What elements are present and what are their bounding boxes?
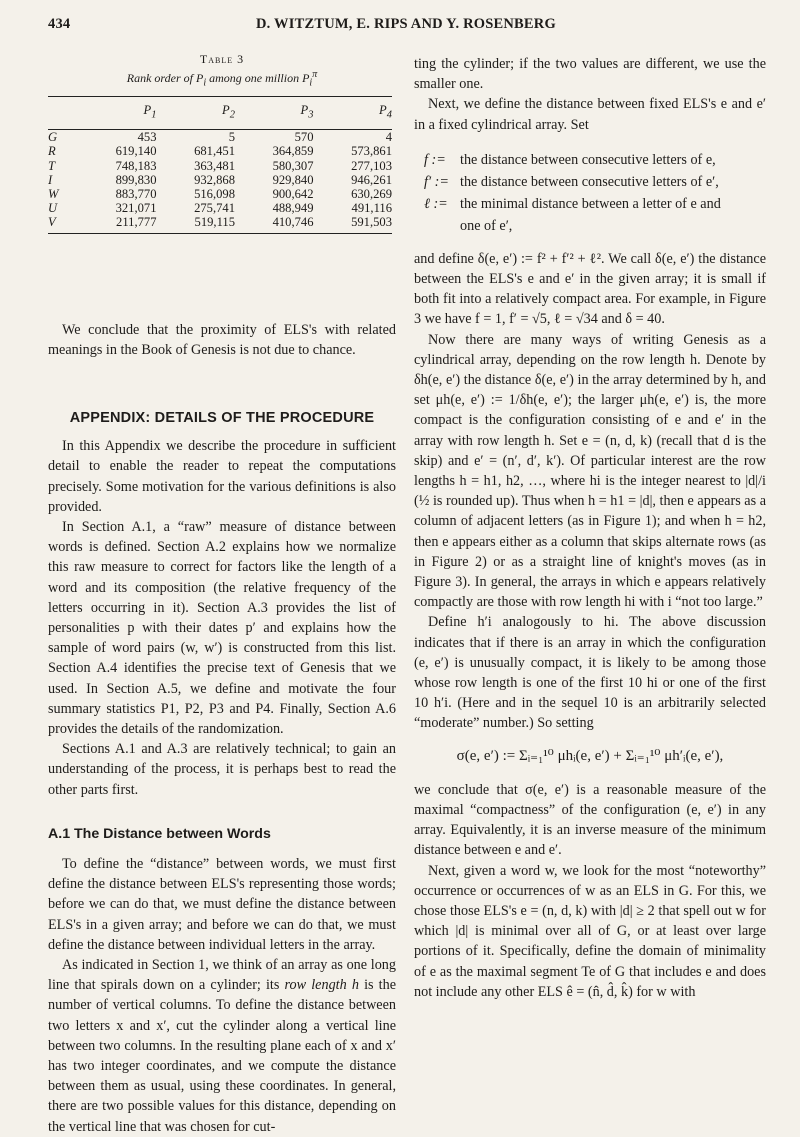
running-header: [48, 16, 760, 38]
sigma-formula: σ(e, e′) := Σᵢ₌₁¹⁰ μhᵢ(e, e′) + Σᵢ₌₁¹⁰ μh′ᵢ(e, e′),: [456, 747, 724, 764]
table-cell: 5: [228, 130, 235, 145]
right-paragraph-4: Now there are many ways of writing Genesis as a cylindrical array, depending on the row length h. Denote by δh(e, e′) the distance δ(e, e′) in the array determined by h, and set μh(e, e′) := 1/δh(e, e′); the larger μh(e, e′) is, the more compact is the configuration consisting of e and e′ in the array with row length h. Set e = (n, d, k) (recall that d is the skip) and e′ = (n′, d′, k′). Of particular interest are the row lengths h = h1, h2, …, where hi is the integer nearest to |d|/i (½ is rounded up). Thus when h = h1 = |d|, then e appears as a column of adjacent letters (as in Figure 1); and when h = h2, then e appears either as a column that skips alternate rows (as in Figure 2) or as a straight line of knight's moves (as in Figure 3). In general, the arrays in which e appears relatively compactly are those with row length hi with i “not too large.”: [414, 331, 766, 611]
table-cell: 211,777: [78, 215, 157, 233]
table-title: Rank order of $P_i$ among one million $P_i^\pi$: [126, 69, 318, 89]
right-column: [414, 54, 766, 1002]
table-row: [48, 201, 392, 215]
table-cell: 619,140: [115, 144, 157, 159]
row-label: G: [48, 130, 58, 145]
table-cell: 929,840: [272, 172, 314, 187]
table-row: [48, 144, 392, 158]
table-cell: 4: [385, 130, 392, 145]
table-cell: 630,269: [351, 186, 392, 201]
rank-table: [48, 96, 392, 233]
table-cell: 591,503: [314, 215, 393, 233]
table-cell: 364,859: [272, 144, 314, 159]
right-paragraph-3: and define δ(e, e′) := f² + f′² + ℓ². We call δ(e, e′) the distance between the ELS's e and e′ in the given array; it is small if both fit into a relatively compact area. For example, in Figure 3 we have f = 1, f′ = √5, ℓ = √34 and δ = 40.: [414, 250, 766, 328]
conclusion-paragraph: We conclude that the proximity of ELS's with related meanings in the Book of Genesis is not due to chance.: [48, 321, 396, 358]
table-cell: 932,868: [194, 172, 235, 187]
table-cell: 488,949: [272, 201, 314, 216]
table-cell: 275,741: [194, 201, 235, 216]
definition-symbol: f :=: [424, 151, 446, 168]
appendix-paragraph-2: In Section A.1, a “raw” measure of distance between words is defined. Section A.2 explains how we normalize this raw measure to correct for factors like the length of a word and its composition (the relative frequency of the letters occurring in it). Section A.3 provides the list of personalities p with their dates p′ and explains how the sample of word pairs (w, w′) is constructed from this list. Section A.4 identifies the precise text of Genesis that we used. In Section A.5, we define and motivate the four summary statistics P1, P2, P3 and P4. Finally, Section A.6 provides the details of the randomization.: [48, 518, 396, 737]
table-row: [48, 215, 392, 233]
table-label: Table 3: [199, 52, 245, 66]
right-paragraph-1: ting the cylinder; if the two values are different, we use the smaller one.: [414, 56, 766, 93]
table-cell: 570: [294, 130, 314, 145]
table-header-cell: $P_4$: [314, 97, 393, 130]
appendix-paragraph-1: In this Appendix we describe the procedure in sufficient detail to enable the reader to repeat the computations precisely. Some motivation for the various definitions is also provided.: [48, 438, 396, 515]
definition-text: the distance between consecutive letters of e,: [460, 151, 716, 168]
table-header-cell: $P_2$: [157, 97, 236, 130]
row-label: U: [48, 201, 58, 216]
table-cell: 883,770: [115, 186, 157, 201]
definition-continuation: one of e′,: [460, 217, 513, 234]
right-paragraph-7: Next, given a word w, we look for the most “noteworthy” occurrence or occurrences of w as an ELS in G. For this, we chose those ELS's e = (n, d, k) with |d| ≥ 2 that spell out w for which |d| is minimal over all of G, or at least over large portions of it. Specifically, define the domain of minimality of e as the maximal segment Te of G that includes e and does not include any other ELS ê = (n̂, d̂, k̂) for w with: [414, 862, 766, 1000]
definition-list: [424, 149, 766, 237]
definition-item: [424, 171, 766, 193]
appendix-paragraph-3: Sections A.1 and A.3 are relatively technical; to gain an understanding of the process, it is perhaps best to read the other parts first.: [48, 741, 396, 798]
table-cell: 321,071: [115, 201, 157, 216]
table-row: [48, 187, 392, 201]
row-label: W: [48, 186, 59, 201]
row-label: T: [48, 158, 56, 173]
definition-text: the distance between consecutive letters of e′,: [460, 173, 719, 190]
table-row: [48, 130, 392, 145]
row-label: V: [48, 215, 78, 233]
a1-paragraph-1: To define the “distance” between words, we must first define the distance between ELS's representing those words; before we can do that, we must define the distance between ELS's in a given array; and before we can do that, we must define the distance between individual letters in the array.: [48, 856, 396, 953]
definition-symbol: ℓ :=: [424, 195, 448, 212]
table-cell: 580,307: [272, 158, 314, 173]
definition-item: [424, 149, 766, 171]
table-header-cell: $P_1$: [78, 97, 157, 130]
table-cell: 519,115: [157, 215, 236, 233]
left-column: [48, 52, 396, 1137]
table-cell: 516,098: [194, 186, 235, 201]
table-cell: 748,183: [115, 158, 157, 173]
table-header-cell: $P_3$: [235, 97, 314, 130]
right-paragraph-2: Next, we define the distance between fixed ELS's e and e′ in a fixed cylindrical array. Set: [414, 96, 766, 133]
table-cell: 900,642: [272, 186, 314, 201]
table-cell: 363,481: [194, 158, 235, 173]
table-cell: 946,261: [351, 172, 392, 187]
section-a1-heading: A.1 The Distance between Words: [48, 825, 271, 842]
table-cell: 899,830: [115, 172, 157, 187]
right-paragraph-5: Define h′i analogously to hi. The above discussion indicates that if there is an array in which the configuration (e, e′) is unusually compact, it is likely to be among those whose row length is one of the first 10 hi or one of the first 10 h′i. (Here and in the sequel 10 is an arbitrarily selected “moderate” number.) So setting: [414, 614, 766, 732]
a1-paragraph-2: As indicated in Section 1, we think of an array as one long line that spirals down on a cylinder; its row length h is the number of vertical columns. To define the distance between two letters x and x′, cut the cylinder along a vertical line between two columns. In the resulting plane each of x and x′ has two integer coordinates, and we compute the distance between them as usual, using these coordinates. In general, there are two possible values for this distance, depending on the vertical line that was chosen for cut-: [48, 957, 397, 1135]
definition-item: [424, 193, 766, 215]
definition-symbol: f′ :=: [424, 173, 449, 190]
table-cell: 573,861: [351, 144, 392, 159]
table-row: [48, 159, 392, 173]
table-row: [48, 173, 392, 187]
table-cell: 491,116: [351, 201, 392, 216]
table-caption: [48, 52, 396, 90]
table-cell: 681,451: [194, 144, 235, 159]
page-number: 434: [48, 16, 71, 32]
table-cell: 410,746: [235, 215, 314, 233]
appendix-heading: APPENDIX: DETAILS OF THE PROCEDURE: [69, 409, 375, 426]
row-label: I: [48, 172, 53, 187]
table-cell: 277,103: [351, 158, 392, 173]
definition-text: the minimal distance between a letter of e and: [460, 195, 721, 212]
table-header-row: [48, 97, 392, 130]
table-header-cell: [48, 97, 78, 130]
right-paragraph-6: we conclude that σ(e, e′) is a reasonable measure of the maximal “compactness” of the configuration (e, e′) in any array. Equivalently, it is an inverse measure of the minimum distance between e and e′.: [414, 781, 766, 859]
table-cell: 453: [137, 130, 157, 145]
row-label: R: [48, 144, 56, 159]
author-line: D. WITZTUM, E. RIPS AND Y. ROSENBERG: [256, 16, 556, 32]
